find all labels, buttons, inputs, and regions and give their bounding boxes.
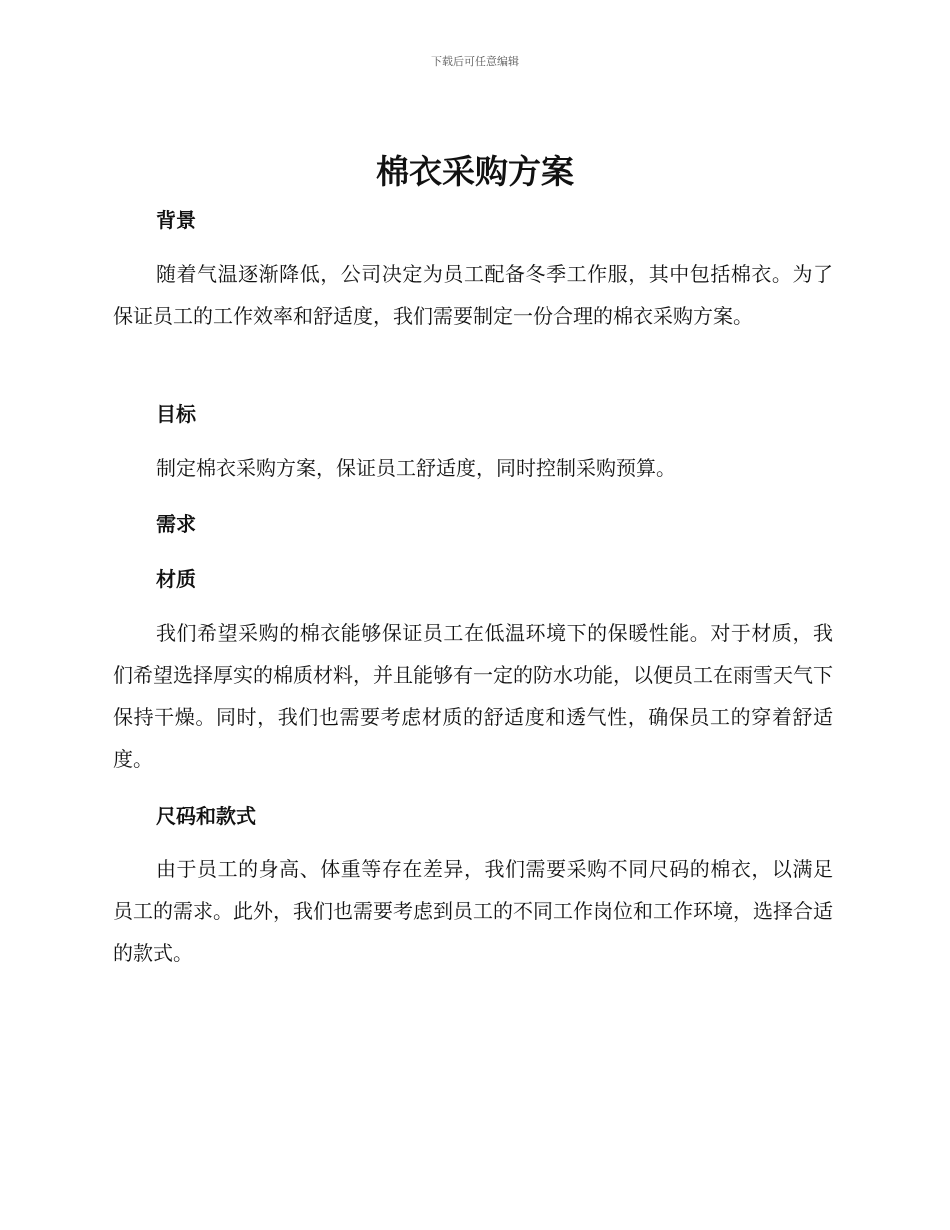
paragraph-goal: 制定棉衣采购方案，保证员工舒适度，同时控制采购预算。 bbox=[156, 456, 676, 480]
paragraph-size-style: 由于员工的身高、体重等存在差异，我们需要采购不同尺码的棉衣，以满足员工的需求。此外，我们也需要考虑到员工的不同工作岗位和工作环境，选择合适的款式。 bbox=[113, 857, 833, 965]
heading-background: 背景 bbox=[156, 208, 196, 232]
document-title: 棉衣采购方案 bbox=[376, 152, 574, 191]
heading-requirements: 需求 bbox=[156, 512, 196, 536]
heading-size-style: 尺码和款式 bbox=[156, 804, 256, 828]
heading-goal: 目标 bbox=[156, 402, 196, 426]
paragraph-material: 我们希望采购的棉衣能够保证员工在低温环境下的保暖性能。对于材质，我们希望选择厚实的棉质材料，并且能够有一定的防水功能，以便员工在雨雪天气下保持干燥。同时，我们也需要考虑材质的舒适度和透气性，确保员工的穿着舒适度。 bbox=[113, 621, 833, 771]
paragraph-background: 随着气温逐渐降低，公司决定为员工配备冬季工作服，其中包括棉衣。为了保证员工的工作效率和舒适度，我们需要制定一份合理的棉衣采购方案。 bbox=[113, 262, 833, 328]
heading-material: 材质 bbox=[156, 567, 196, 591]
header-note: 下载后可任意编辑 bbox=[431, 55, 519, 68]
